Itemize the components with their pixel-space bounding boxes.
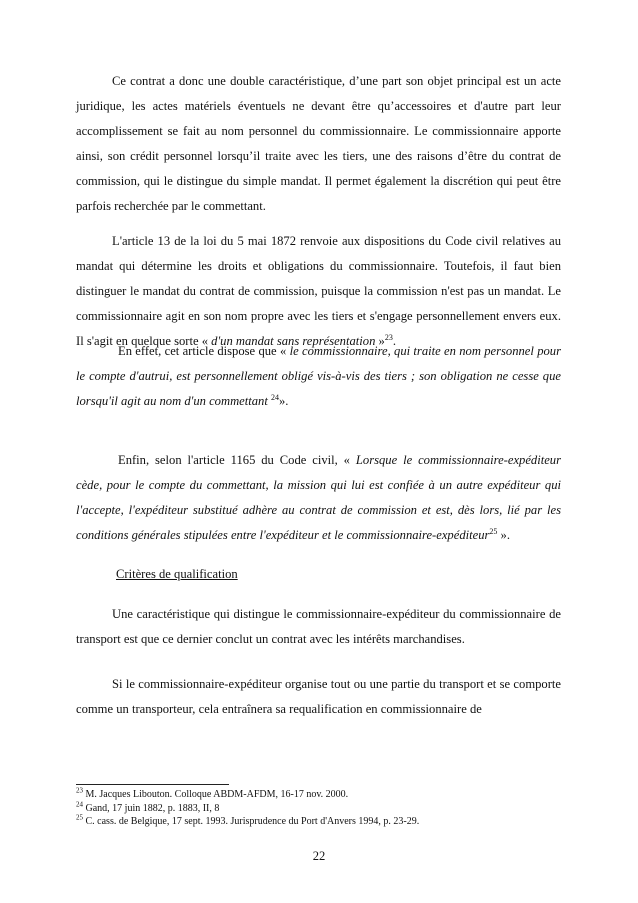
paragraph-4-text: Enfin, selon l'article 1165 du Code civil, « (118, 453, 356, 467)
footnote-text: Gand, 17 juin 1882, p. 1883, II, 8 (85, 802, 220, 814)
paragraph-2-text: L'article 13 de la loi du 5 mai 1872 renvoie aux dispositions du Code civil relatives au mandat qui détermine les droits et obligations du commissionnaire. Toutefois, il faut bien distinguer le mandat du contrat de commission, puisque la commission n'est pas un mandat. Le commissionnaire agit en son nom propre avec les tiers et s'engage personnellement envers eux. Il s'agit en quelque sorte « (76, 234, 561, 348)
footnote-25 (76, 815, 561, 829)
paragraph-3 (76, 339, 561, 414)
paragraph-2 (76, 229, 561, 354)
paragraph-2-quote-close: » (375, 334, 385, 348)
paragraph-3-end: ». (279, 394, 289, 408)
paragraph-4-end: ». (497, 528, 510, 542)
footnote-ref-25: 25 (489, 526, 498, 536)
footnote-ref-23: 23 (384, 332, 393, 342)
paragraph-2-quote: d'un mandat sans représentation (211, 334, 376, 348)
section-heading: Critères de qualification (116, 567, 238, 581)
paragraph-3-text: En effet, cet article dispose que « (118, 344, 290, 358)
paragraph-4-quote: Lorsque le commissionnaire-expéditeur cède, pour le compte du commettant, la mission qui lui est confiée à un autre expéditeur qui l'accepte, l'expéditeur substitué adhère au contrat de commission et est, dès lors, lié par les conditions générales stipulées entre l'expéditeur et le commissionnaire-expéditeur (76, 453, 561, 542)
paragraph-3-quote: le commissionnaire, qui traite en nom personnel pour le compte d'autrui, est personnellement obligé vis-à-vis des tiers ; son obligation ne cesse que lorsqu'il agit au nom d'un commettant (76, 344, 561, 408)
paragraph-4 (76, 448, 561, 548)
page-number: 22 (312, 849, 326, 863)
paragraph-2-end: . (392, 334, 396, 348)
footnote-number: 23 (76, 786, 83, 795)
paragraph-1: Ce contrat a donc une double caractéristique, d’une part son objet principal est un acte juridique, les actes matériels éventuels ne devant être qu’accessoires et d'autre part leur accomplissement se fait au nom personnel du commissionnaire. Le commissionnaire apporte ainsi, son crédit personnel lorsqu’il traite avec les tiers, une des raisons d’être du contrat de commission, qui le distingue du simple mandat. Il permet également la discrétion qui peut être parfois recherchée par le commettant. (76, 74, 561, 213)
footnote-text: M. Jacques Libouton. Colloque ABDM-AFDM, 16-17 nov. 2000. (85, 789, 349, 800)
paragraph-5: Une caractéristique qui distingue le commissionnaire-expéditeur du commissionnaire de transport est que ce dernier conclut un contrat avec les intérêts marchandises. (76, 607, 561, 646)
footnote-separator (76, 784, 229, 785)
paragraph-6: Si le commissionnaire-expéditeur organise tout ou une partie du transport et se comporte comme un transporteur, cela entraînera sa requalification en commissionnaire de (76, 677, 561, 716)
footnote-text: C. cass. de Belgique, 17 sept. 1993. Jurisprudence du Port d'Anvers 1994, p. 23-29. (85, 816, 420, 827)
footnotes (76, 788, 561, 829)
footnote-23 (76, 788, 561, 802)
footnote-24 (76, 802, 561, 816)
footnote-ref-24: 24 (271, 392, 279, 402)
footnote-number: 24 (76, 800, 83, 809)
footnote-number: 25 (76, 813, 83, 822)
